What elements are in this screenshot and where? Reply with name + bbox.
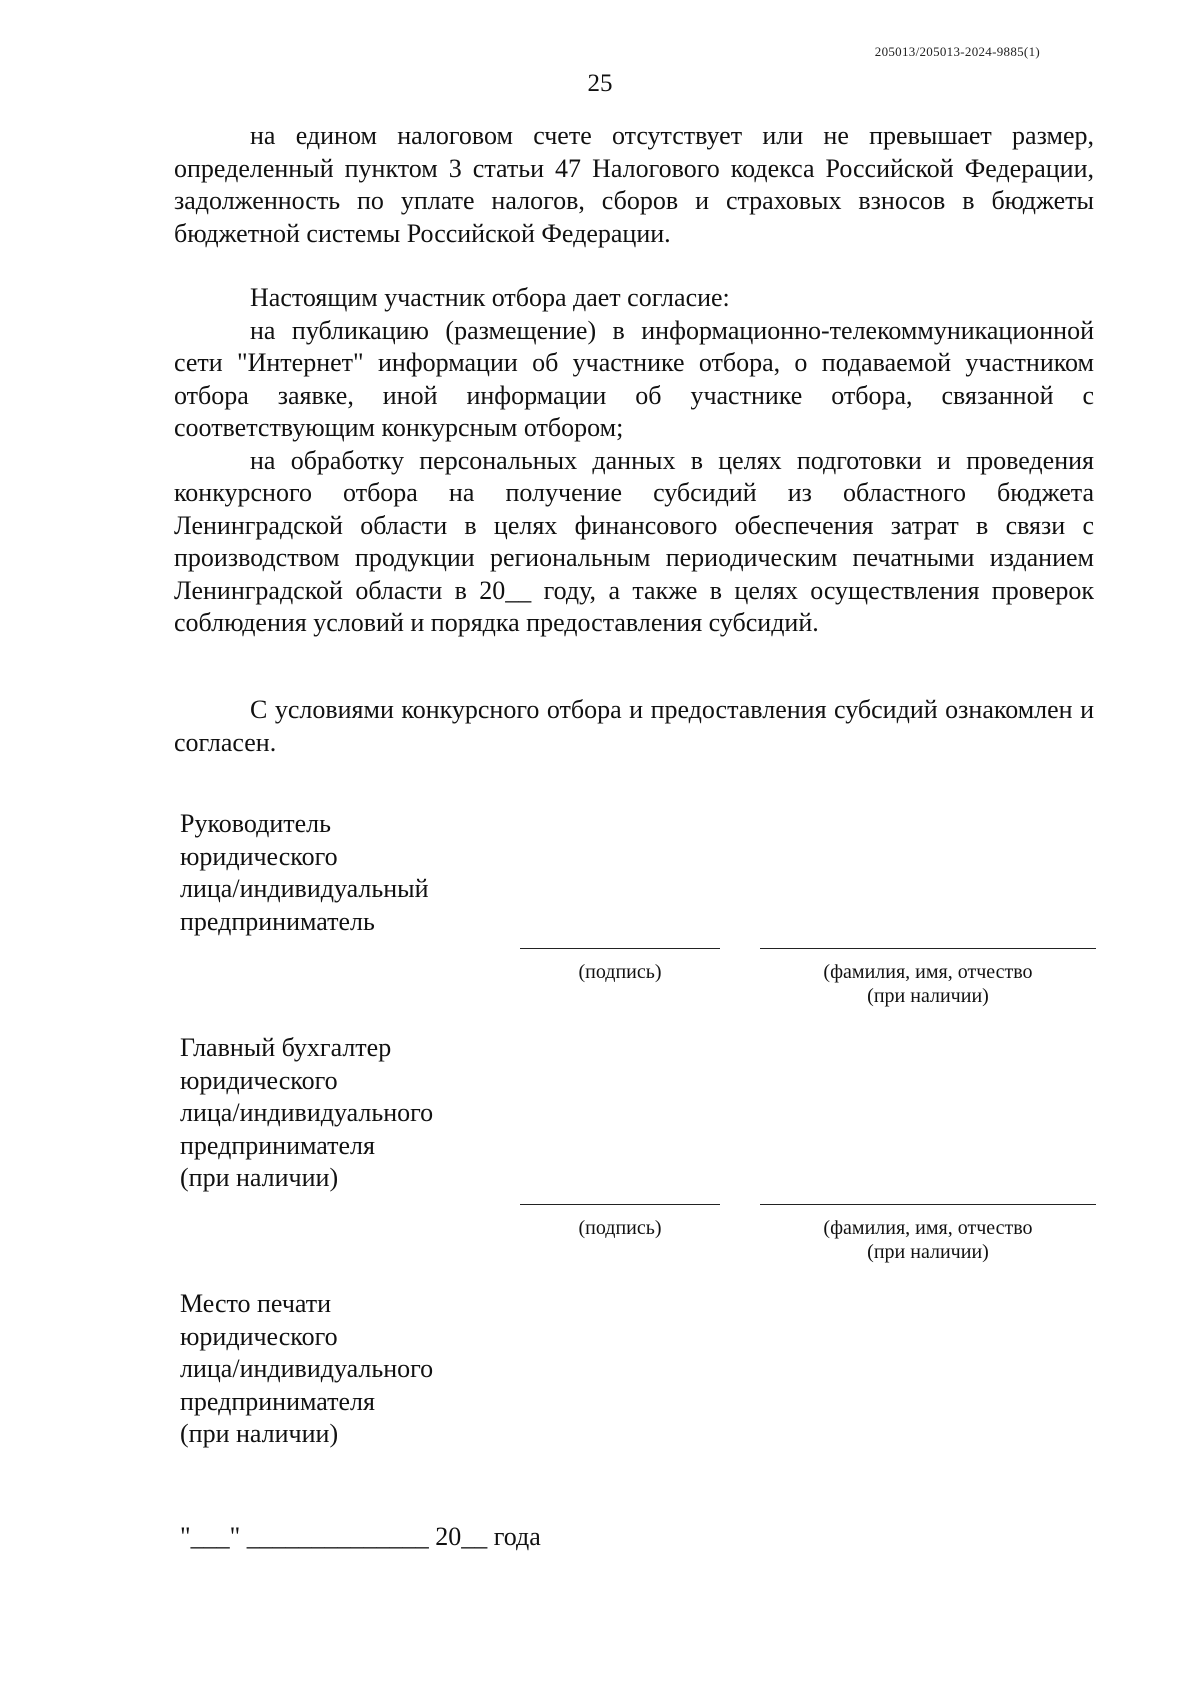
paragraph-block-1: [174, 120, 1094, 250]
document-id: 205013/205013-2024-9885(1): [874, 44, 1040, 59]
head-signatory-label: Руководитель юридического лица/индивидуальный предприниматель: [180, 809, 429, 936]
page-number: 25: [587, 70, 613, 97]
paragraph-consent-intro: Настоящим участник отбора дает согласие:: [250, 283, 730, 312]
accountant-name-caption: (фамилия, имя, отчество (при наличии): [823, 1217, 1033, 1263]
paragraph-consent-publication: на публикацию (размещение) в информационно-телекоммуникационной сети "Интернет" информации об участнике отбора, о подаваемой участником отбора заявке, иной информации об участнике отбора, связанной с соответствующим конкурсным отбором;: [174, 315, 1094, 442]
paragraph-consent-personal-data: на обработку персональных данных в целях подготовки и проведения конкурсного отбора на получение субсидий из областного бюджета Ленинградской области в целях финансового обеспечения затрат в связи с производством продукции региональным периодическим печатными изданием Ленинградской области в 20__ году, а также в целях осуществления проверок соблюдения условий и порядка предоставления субсидий.: [174, 445, 1094, 637]
head-signature-line: [520, 948, 720, 949]
accountant-signature-line: [520, 1204, 720, 1205]
head-signature-caption: (подпись): [578, 961, 662, 983]
accountant-signature-caption: (подпись): [578, 1217, 662, 1239]
head-name-line: [760, 948, 1096, 949]
paragraph-block-3: [174, 694, 1094, 759]
accountant-name-line: [760, 1204, 1096, 1205]
paragraph-acknowledgement: С условиями конкурсного отбора и предоставления субсидий ознакомлен и согласен.: [174, 695, 1094, 757]
paragraph-tax-debt: на едином налоговом счете отсутствует или не превышает размер, определенный пунктом 3 статьи 47 Налогового кодекса Российской Федерации, задолженность по уплате налогов, сборов и страховых взносов в бюджеты бюджетной системы Российской Федерации.: [174, 121, 1094, 248]
chief-accountant-label: Главный бухгалтер юридического лица/индивидуального предпринимателя (при наличии): [180, 1033, 434, 1192]
stamp-place-label: Место печати юридического лица/индивидуального предпринимателя (при наличии): [180, 1289, 434, 1448]
date-line: "___" ______________ 20__ года: [180, 1522, 541, 1551]
head-name-caption: (фамилия, имя, отчество (при наличии): [823, 961, 1033, 1007]
paragraph-block-2: [174, 282, 1094, 640]
